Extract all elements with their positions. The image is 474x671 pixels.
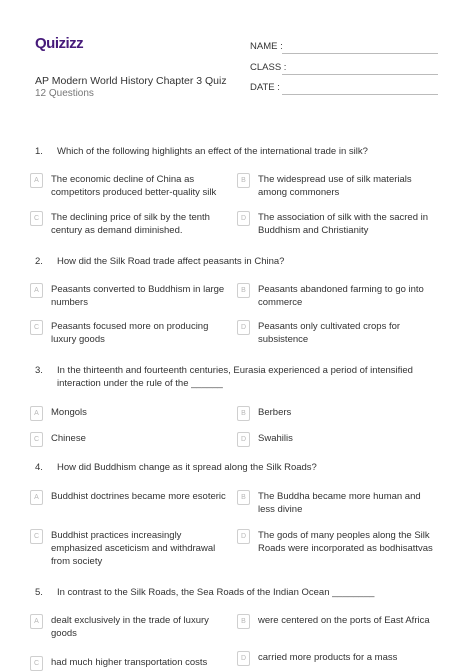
question-number: 1. <box>35 146 43 157</box>
question-number: 3. <box>35 365 43 376</box>
question-text: In the thirteenth and fourteenth centuries, Eurasia experienced a period of intensified interaction under the rule of the ______ <box>57 365 413 389</box>
option-letter-box: B <box>237 614 250 629</box>
question-text: Which of the following highlights an effect of the international trade in silk? <box>57 146 368 157</box>
class-field-label: CLASS : <box>250 62 287 73</box>
option-text: Mongols <box>51 407 87 418</box>
option-text: Swahilis <box>258 433 293 444</box>
option-letter-box: A <box>30 490 43 505</box>
option-letter-box: C <box>30 656 43 671</box>
option-letter-box: A <box>30 406 43 421</box>
option-letter-box: D <box>237 529 250 544</box>
option-letter-box: A <box>30 614 43 629</box>
question-text: How did Buddhism change as it spread along the Silk Roads? <box>57 462 317 473</box>
option-text: were centered on the ports of East Africa <box>258 615 430 626</box>
option-text: Peasants only cultivated crops for subsistence <box>258 321 401 345</box>
option-letter-box: C <box>30 211 43 226</box>
option-text: Berbers <box>258 407 292 418</box>
option-letter-box: D <box>237 211 250 226</box>
question-text: In contrast to the Silk Roads, the Sea Roads of the Indian Ocean ________ <box>57 587 375 598</box>
option-letter-box: C <box>30 320 43 335</box>
option-letter-box: D <box>237 320 250 335</box>
name-field-label: NAME : <box>250 41 283 52</box>
date-field-line[interactable] <box>282 94 438 95</box>
option-letter-box: A <box>30 283 43 298</box>
question-count: 12 Questions <box>35 88 94 99</box>
option-letter-box: C <box>30 432 43 447</box>
option-text: The association of silk with the sacred in Buddhism and Christianity <box>258 212 429 236</box>
option-letter-box: D <box>237 432 250 447</box>
option-text: carried more products for a mass <box>258 652 398 663</box>
question-text: How did the Silk Road trade affect peasants in China? <box>57 256 285 267</box>
option-letter-box: B <box>237 283 250 298</box>
question-number: 2. <box>35 256 43 267</box>
option-letter-box: B <box>237 173 250 188</box>
option-text: Peasants abandoned farming to go into commerce <box>258 284 424 308</box>
quizizz-logo: Quizizz <box>35 35 84 52</box>
option-letter-box: B <box>237 490 250 505</box>
option-text: had much higher transportation costs <box>51 657 208 668</box>
option-letter-box: B <box>237 406 250 421</box>
class-field-line[interactable] <box>282 74 438 75</box>
date-field-label: DATE : <box>250 82 280 93</box>
option-text: Peasants focused more on producing luxury goods <box>51 321 209 345</box>
question-number: 4. <box>35 462 43 473</box>
option-text: Peasants converted to Buddhism in large numbers <box>51 284 225 308</box>
option-text: The declining price of silk by the tenth century as demand diminished. <box>51 212 210 236</box>
option-letter-box: D <box>237 651 250 666</box>
quiz-title: AP Modern World History Chapter 3 Quiz <box>35 75 227 87</box>
name-field-line[interactable] <box>282 53 438 54</box>
option-text: The gods of many peoples along the Silk Roads were incorporated as bodhisattvas <box>258 530 433 554</box>
question-number: 5. <box>35 587 43 598</box>
option-text: Chinese <box>51 433 86 444</box>
option-text: The economic decline of China as competitors produced better-quality silk <box>51 174 217 198</box>
option-text: The widespread use of silk materials among commoners <box>258 174 412 198</box>
option-text: Buddhist doctrines became more esoteric <box>51 491 226 502</box>
option-letter-box: C <box>30 529 43 544</box>
option-text: The Buddha became more human and less divine <box>258 491 421 515</box>
option-letter-box: A <box>30 173 43 188</box>
option-text: dealt exclusively in the trade of luxury goods <box>51 615 209 639</box>
option-text: Buddhist practices increasingly emphasized asceticism and withdrawal from society <box>51 530 216 567</box>
